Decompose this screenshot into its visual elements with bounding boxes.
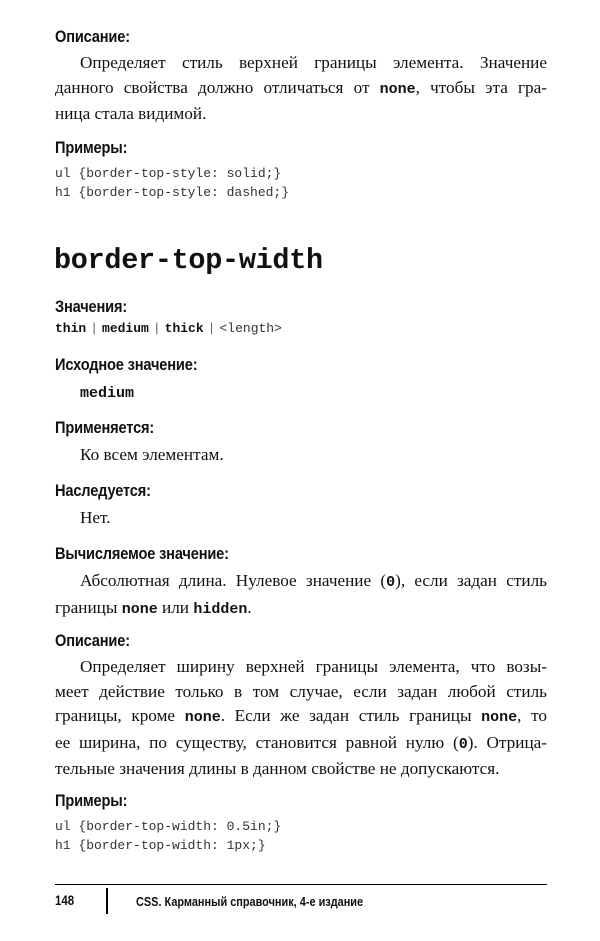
computed-line-1: Абсолютная длина. Нулевое значение (0), если задан стиль (80, 571, 547, 591)
computed-heading: Вычисляемое значение: (55, 544, 229, 563)
value-length: <length> (219, 321, 282, 336)
description-heading: Описание: (55, 631, 130, 650)
description-text-top (55, 51, 547, 127)
footer-rule (55, 884, 547, 885)
values-heading: Значения: (55, 297, 128, 316)
value-thin: thin (55, 321, 87, 336)
inherited-heading: Наследуется: (55, 481, 151, 500)
description-text (55, 655, 547, 782)
value-medium: medium (102, 321, 149, 336)
desc-top-line-1: Определяет стиль верхней границы элемента. Значение (80, 53, 547, 72)
example-code-2: h1 {border-top-width: 1px;} (55, 838, 266, 853)
desc-line-1: Определяет ширину верхней границы элемента, что возы- (80, 657, 547, 676)
applies-heading: Применяется: (55, 418, 155, 437)
page-number: 148 (55, 893, 75, 908)
initial-value: medium (80, 385, 135, 402)
desc-top-line-3: ница стала видимой. (55, 104, 207, 123)
computed-line-2: границы none или hidden. (55, 597, 252, 618)
property-title: border-top-width (54, 244, 323, 277)
values-list: thin | medium | thick | <length> (55, 321, 282, 336)
desc-top-line-2: данного свойства должно отличаться от none, чтобы эта гра- (55, 77, 547, 98)
initial-heading: Исходное значение: (55, 355, 198, 374)
desc-line-3: границы, кроме none. Если же задан стиль границы none, то (55, 706, 547, 726)
example-code-1: ul {border-top-width: 0.5in;} (55, 819, 282, 834)
desc-line-4: ее ширина, по существу, становится равной нулю (0). Отрица- (55, 732, 547, 753)
example-code-top-1: ul {border-top-style: solid;} (55, 166, 282, 181)
computed-value (55, 569, 547, 622)
example-code-top-2: h1 {border-top-style: dashed;} (55, 185, 290, 200)
footer-separator (106, 888, 108, 914)
examples-heading: Примеры: (55, 791, 128, 810)
inherited-value: Нет. (80, 508, 111, 527)
desc-line-2: меет действие только в том случае, если задан любой стиль (55, 681, 547, 701)
desc-line-5: тельные значения длины в данном свойстве не допускаются. (55, 759, 500, 778)
book-title: CSS. Карманный справочник, 4-е издание (136, 894, 364, 909)
book-page (55, 0, 547, 941)
value-thick: thick (164, 321, 204, 336)
applies-value: Ко всем элементам. (80, 445, 224, 464)
examples-heading-top: Примеры: (55, 138, 128, 157)
description-heading-top: Описание: (55, 27, 130, 46)
